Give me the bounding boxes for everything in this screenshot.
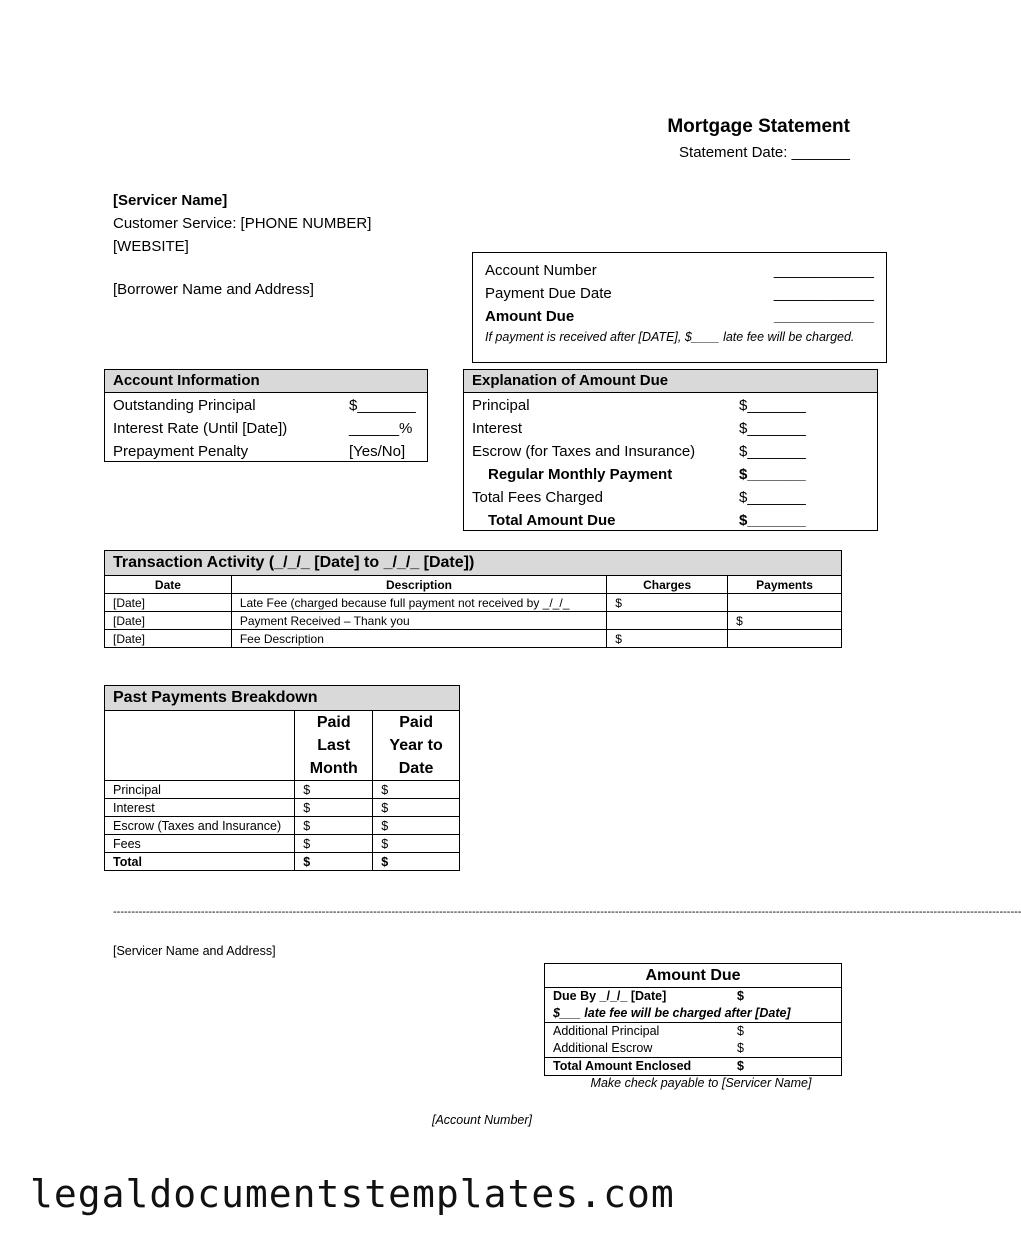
explanation-value: $_______	[739, 397, 806, 414]
info-label: Prepayment Penalty	[113, 443, 249, 460]
table-row	[105, 630, 842, 648]
tear-off-divider: --------------------------------------------------------------------------------------------------------------------------------------------------------------------------------------------------------------------------------------------------------	[113, 906, 1021, 918]
table-row	[105, 799, 460, 817]
customer-service: Customer Service: [PHONE NUMBER]	[113, 215, 372, 232]
pp-label: Total	[105, 853, 295, 871]
coupon-amount-due-title: Amount Due	[544, 963, 842, 988]
past-payments-title: Past Payments Breakdown	[104, 685, 460, 710]
column-header	[105, 711, 295, 781]
pp-ytd: $	[373, 799, 460, 817]
explanation-row	[464, 440, 877, 463]
payment-due-label: Payment Due Date	[485, 285, 612, 302]
document-title: Mortgage Statement	[667, 116, 850, 137]
info-label: Interest Rate (Until [Date])	[113, 420, 288, 437]
pp-last-month: $	[295, 799, 373, 817]
coupon-due-by-row	[545, 988, 841, 1005]
pp-last-month: $	[295, 817, 373, 835]
explanation-row	[464, 417, 877, 440]
info-value: [Yes/No]	[349, 443, 406, 460]
column-header: Paid Year to Date	[373, 711, 460, 781]
table-row	[105, 612, 842, 630]
coupon-account-number: [Account Number]	[431, 1113, 533, 1127]
coupon-additional-principal-value: $	[737, 1024, 744, 1038]
transaction-activity-title: Transaction Activity (_/_/_ [Date] to _/_/_ [Date])	[104, 550, 842, 575]
account-number-row	[485, 259, 874, 282]
info-row	[105, 417, 427, 440]
tx-charges: $	[607, 630, 728, 648]
column-header: Payments	[728, 576, 842, 594]
table-row	[105, 817, 460, 835]
tx-description: Fee Description	[231, 630, 606, 648]
explanation-value: $_______	[739, 512, 806, 529]
explanation-label: Principal	[472, 397, 530, 414]
tx-charges	[607, 612, 728, 630]
column-header: Paid Last Month	[295, 711, 373, 781]
coupon-additional-escrow-value: $	[737, 1041, 744, 1055]
column-header: Date	[105, 576, 232, 594]
coupon-additional-group	[544, 1023, 842, 1058]
coupon-additional-principal-row	[545, 1023, 841, 1040]
coupon-due-by-value: $	[737, 989, 744, 1003]
tx-date: [Date]	[105, 594, 232, 612]
amount-due-label: Amount Due	[485, 308, 575, 325]
info-label: Outstanding Principal	[113, 397, 256, 414]
tx-description: Payment Received – Thank you	[231, 612, 606, 630]
coupon-due-by-label: Due By _/_/_ [Date]	[553, 989, 667, 1003]
table-row	[105, 594, 842, 612]
tx-payments	[728, 594, 842, 612]
explanation-title: Explanation of Amount Due	[464, 370, 877, 393]
payable-note: Make check payable to [Servicer Name]	[590, 1076, 812, 1090]
watermark: legaldocumentstemplates.com	[30, 1172, 675, 1216]
account-information-section	[104, 369, 428, 462]
payment-due-value: ____________	[773, 285, 874, 302]
coupon-total-label: Total Amount Enclosed	[553, 1059, 692, 1073]
tx-date: [Date]	[105, 612, 232, 630]
explanation-row	[464, 463, 877, 486]
explanation-label: Total Fees Charged	[472, 489, 603, 506]
coupon-total-row	[545, 1058, 841, 1075]
explanation-row	[464, 486, 877, 509]
pp-last-month: $	[295, 853, 373, 871]
servicer-name: [Servicer Name]	[113, 192, 228, 209]
tx-charges: $	[607, 594, 728, 612]
table-row	[105, 853, 460, 871]
tx-payments: $	[728, 612, 842, 630]
account-number-label: Account Number	[485, 262, 597, 279]
pp-last-month: $	[295, 835, 373, 853]
coupon-total-group	[544, 1058, 842, 1076]
coupon-servicer-address: [Servicer Name and Address]	[113, 944, 276, 958]
column-header: Description	[231, 576, 606, 594]
table-row	[105, 835, 460, 853]
explanation-section	[463, 369, 878, 531]
table-header-row	[105, 576, 842, 594]
explanation-value: $_______	[739, 489, 806, 506]
tx-date: [Date]	[105, 630, 232, 648]
past-payments-section	[104, 685, 460, 871]
coupon-additional-escrow-label: Additional Escrow	[553, 1041, 653, 1055]
pp-ytd: $	[373, 853, 460, 871]
info-row	[105, 394, 427, 417]
servicer-info	[113, 189, 371, 258]
pp-label: Fees	[105, 835, 295, 853]
coupon-additional-principal-label: Additional Principal	[553, 1024, 660, 1038]
explanation-row	[464, 509, 877, 532]
amount-due-value: ____________	[773, 308, 874, 325]
borrower-address: [Borrower Name and Address]	[113, 281, 314, 298]
coupon-late-fee-note: $___ late fee will be charged after [Date]	[553, 1006, 791, 1020]
table-row	[105, 781, 460, 799]
pp-label: Principal	[105, 781, 295, 799]
coupon-due-group	[544, 988, 842, 1023]
pp-ytd: $	[373, 781, 460, 799]
info-value: ______%	[349, 420, 413, 437]
coupon-total-value: $	[737, 1059, 744, 1073]
tx-description: Late Fee (charged because full payment not received by _/_/_	[231, 594, 606, 612]
coupon-amount-due-box	[544, 963, 842, 1076]
transaction-activity-section	[104, 550, 842, 648]
servicer-website: [WEBSITE]	[113, 238, 189, 255]
past-payments-table	[104, 710, 460, 871]
account-information-title: Account Information	[105, 370, 427, 393]
coupon-additional-escrow-row	[545, 1040, 841, 1057]
payment-due-row	[485, 282, 874, 305]
table-header-row	[105, 711, 460, 781]
pp-label: Escrow (Taxes and Insurance)	[105, 817, 295, 835]
column-header: Charges	[607, 576, 728, 594]
explanation-label: Interest	[472, 420, 523, 437]
pp-last-month: $	[295, 781, 373, 799]
transaction-table	[104, 575, 842, 648]
statement-date: Statement Date: _______	[679, 144, 850, 161]
explanation-value: $_______	[739, 443, 806, 460]
tx-payments	[728, 630, 842, 648]
pp-ytd: $	[373, 835, 460, 853]
late-fee-note: If payment is received after [DATE], $____ late fee will be charged.	[485, 330, 855, 344]
explanation-label: Regular Monthly Payment	[488, 466, 673, 483]
explanation-row	[464, 394, 877, 417]
explanation-value: $_______	[739, 466, 806, 483]
explanation-label: Escrow (for Taxes and Insurance)	[472, 443, 696, 460]
account-summary-box	[472, 252, 887, 363]
explanation-label: Total Amount Due	[488, 512, 616, 529]
explanation-value: $_______	[739, 420, 806, 437]
account-number-value: ____________	[773, 262, 874, 279]
amount-due-row	[485, 305, 874, 328]
info-value: $_______	[349, 397, 416, 414]
pp-label: Interest	[105, 799, 295, 817]
info-row	[105, 440, 427, 463]
pp-ytd: $	[373, 817, 460, 835]
